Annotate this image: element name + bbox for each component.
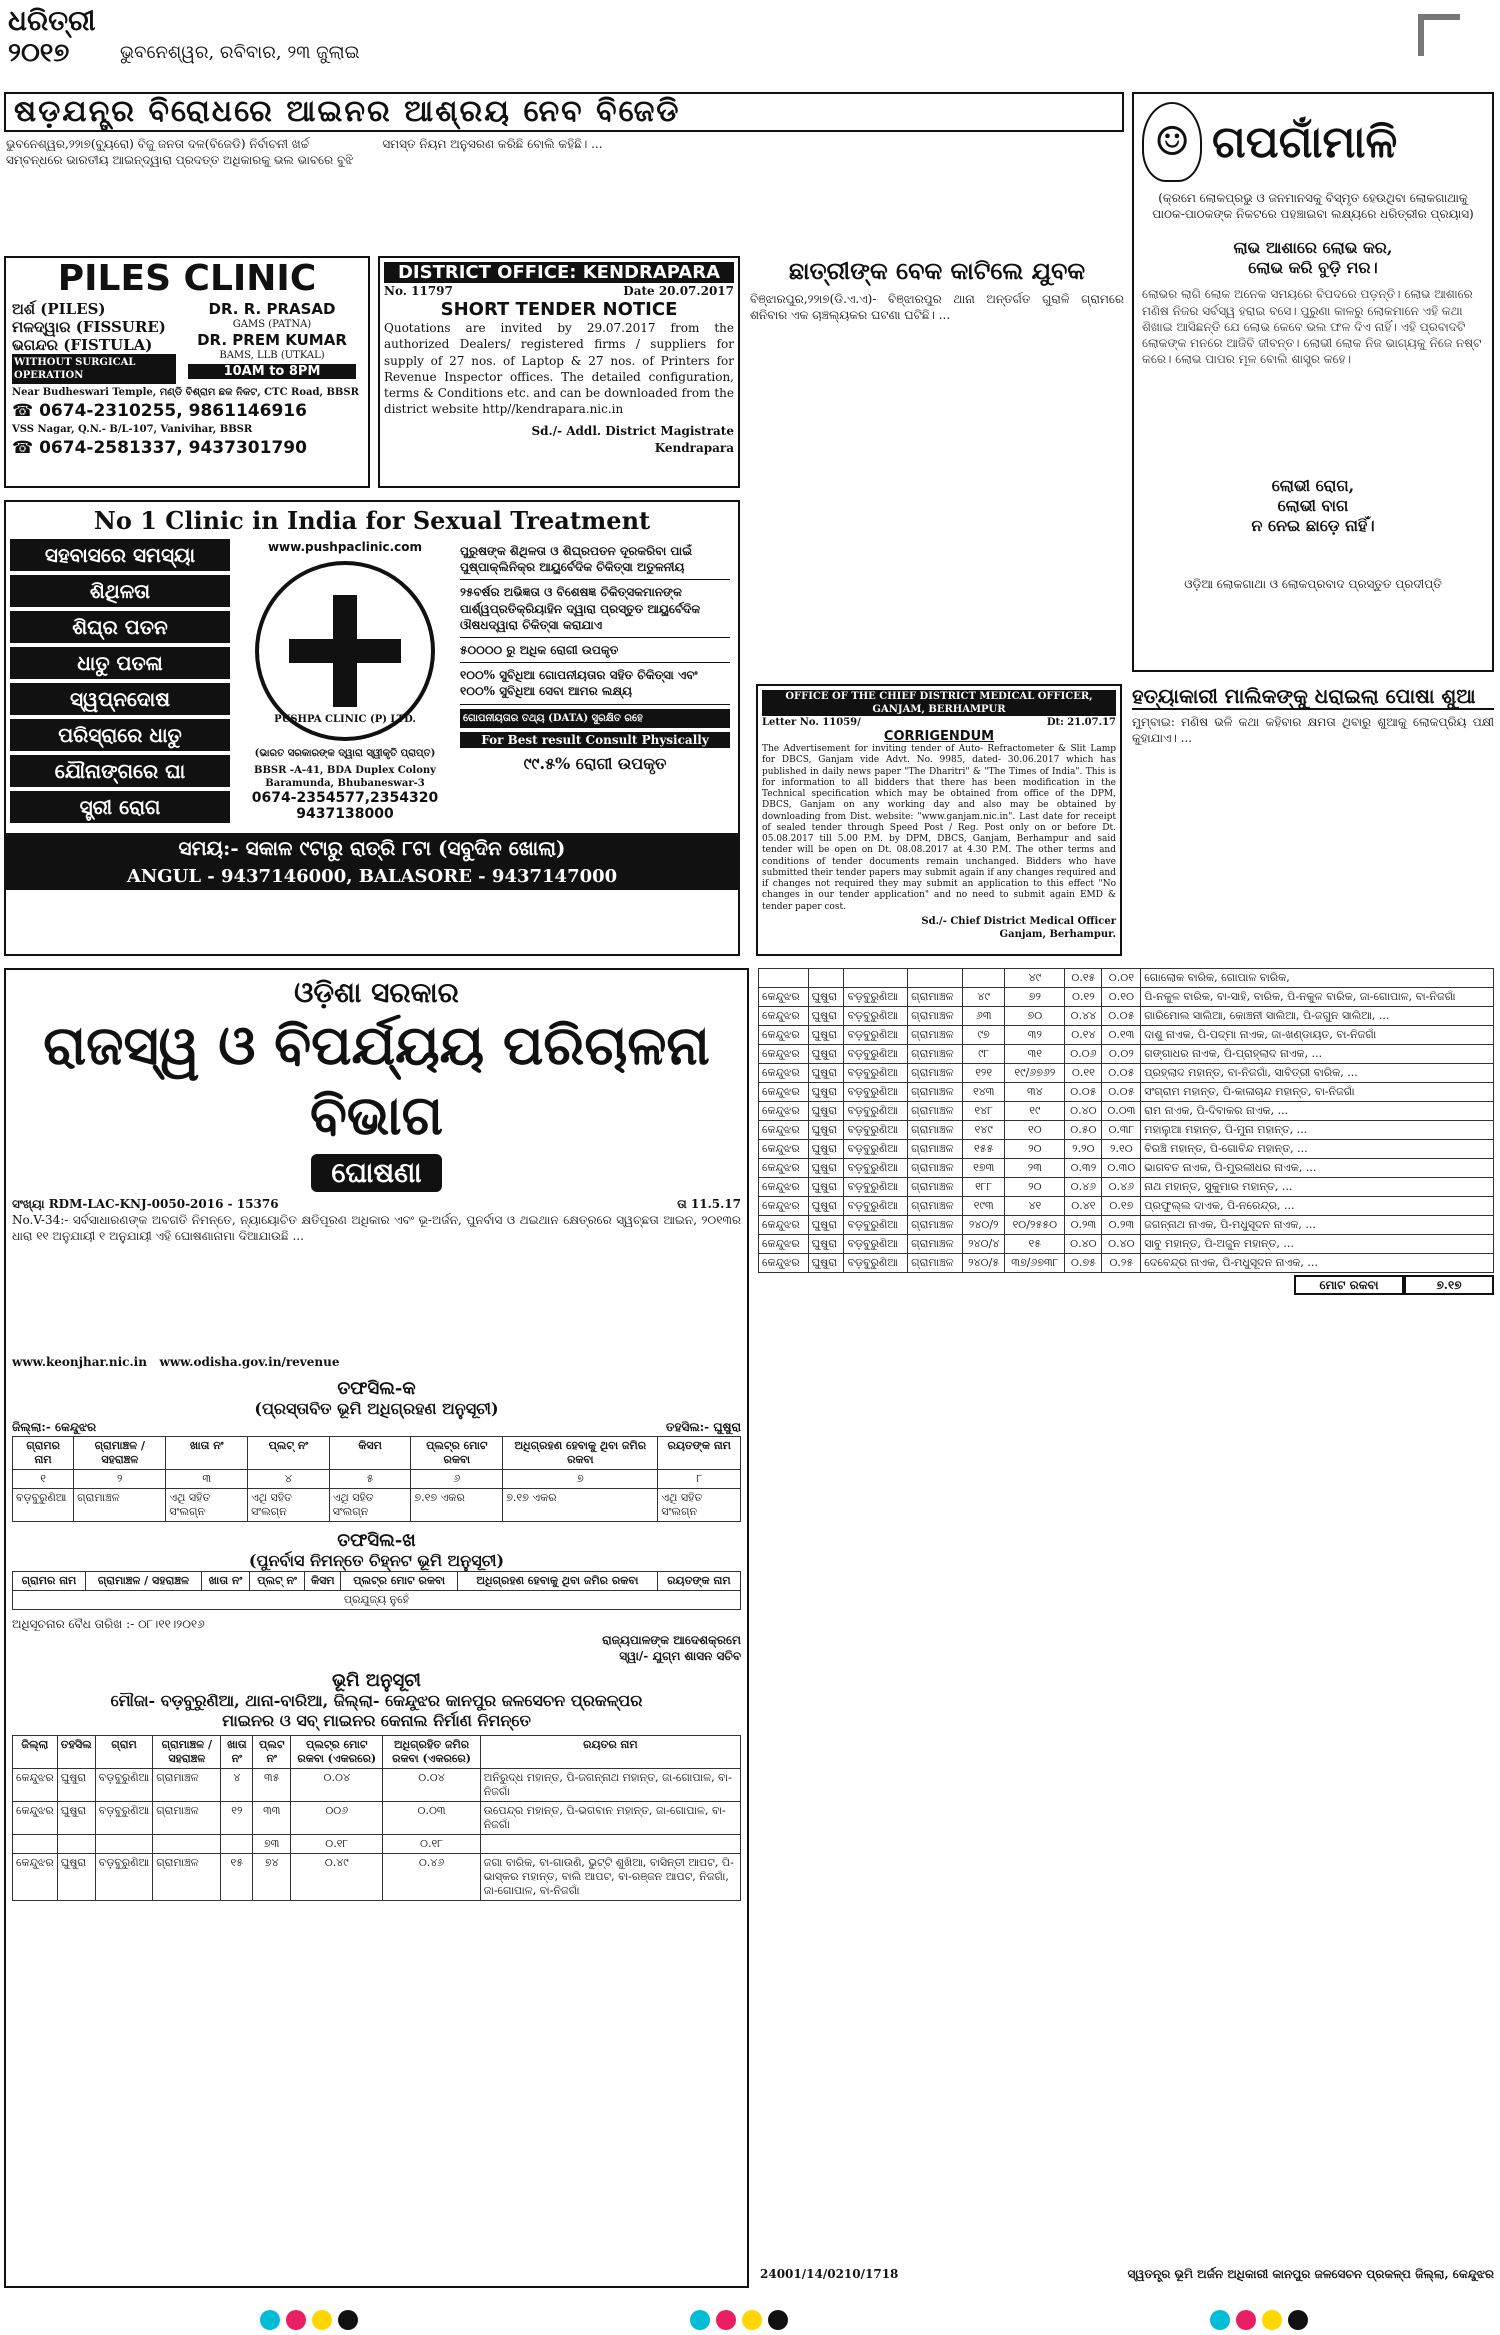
govt-notice [4, 968, 749, 2288]
tahasil-label: ତହସିଲ:- ଘୁଷୁରା [665, 1420, 741, 1435]
lead-body: ଭୁବନେଶ୍ୱର,୨୨ା୭(ବ୍ୟୁରୋ) ବିଜୁ ଜନତା ଦଳ(ବିଜେଡି) ନିର୍ବାଚନୀ ଖର୍ଚ୍ଚ ସମ୍ବନ୍ଧରେ ଭାରତୀୟ ଆଇନ୍‌ଦ୍ୱାରା ପ୍ରଦତ୍ତ ଅଧିକାରକୁ ଭଲ ଭାବରେ ବୁଝି ସମସ୍ତ ନିୟମ ଅନୁସରଣ କରିଛି ବୋଲି କହିଛି। ... [6, 137, 603, 168]
pushpa-mobile: 9437138000 [296, 806, 394, 823]
gapamala-verse3: ଲୋଭୀ ରୋଗ, [1271, 476, 1355, 496]
problem-item: ଶିଥିଳତା [10, 575, 230, 607]
logo-text: ଧରିତ୍ରୀ [8, 4, 96, 37]
problem-item: ପରିସ୍ରାରେ ଧାତୁ [10, 719, 230, 751]
doctor-1: DR. R. PRASAD [208, 300, 336, 318]
total-label: ମୋଟ ରକବା [1294, 1275, 1404, 1295]
lead-headline: ଷଡ଼ଯନ୍ତ୍ର ବିରୋଧରେ ଆଇନର ଆଶ୍ରୟ ନେବ ବିଜେଡି [4, 92, 1124, 132]
district-header: DISTRICT OFFICE: KENDRAPARA [384, 262, 734, 283]
print-registration-marks [1210, 2310, 1314, 2334]
pushpa-feature: ୫୦୦୦୦ ରୁ ଅଧିକ ରୋଗୀ ଉପକୃତ [460, 638, 730, 663]
table-row: କେନ୍ଦୁଝର ଘୁଷୁରା ବଡ଼ବୁରୁଣିଆ ଗ୍ରାମାଞ୍ଚଳ ୧୫ ୭୪ ୦.୪୯ ୦.୪୬ ଜଗା ବାରିକ, ବା-ଗାଉଣି, ଭୁଟ୍ଟି ଶୁଖିଆ, ବାସିନ୍ତୀ ଆପଟ, ପି-ଭାସ୍କର ମହାନ୍ତ, ବାଲି ଆପଟ, ବା-ରଞ୍ଜନ ଆପଟ, ନିଜଗାଁ, ଜା-ଗୋପାଳ, ବା-ନିଜଗାଁ [13, 1854, 741, 1901]
pushpa-website: www.pushpaclinic.com [267, 540, 423, 554]
table-row: କେନ୍ଦୁଝର ଘୁଷୁରା ବଡ଼ବୁରୁଣିଆ ଗ୍ରାମାଞ୍ଚଳ ୧୯୩ ୪୧ ୦.୪୧ ୦.୧୭ ପ୍ରଫୁଲ୍ଲ ଦାଏକ, ପି-ନରେନ୍ଦ୍ର, ... [759, 1197, 1494, 1216]
print-registration-marks [260, 2310, 364, 2334]
pushpa-headline: No 1 Clinic in India for Sexual Treatment [93, 506, 651, 535]
pushpa-feature: ୧୦୦% ସୁବିଧିଆ ଗୋପନୀୟତାର ସହିତ ଚିକିତ୍ସା ଏବଂ ୧୦୦% ସୁବିଧିଆ ସେବା ଆମର ଲକ୍ଷ୍ୟ [460, 663, 730, 704]
pushpa-feature: ୨୫ବର୍ଷର ଅଭିଜ୍ଞତା ଓ ବିଶେଷଜ୍ଞ ଚିକିତ୍ସକମାନଙ୍କ ପାର୍ଶ୍ୱପ୍ରତିକ୍ରିୟାହିନ ଦ୍ୱାରା ପ୍ରସ୍ତୁତ ଆୟୁର୍ବେଦିକ ଔଷଧଦ୍ୱାରା ଚିକିତ୍ସା କରାଯାଏ [460, 580, 730, 638]
gapamala-intro: (କ୍ରମେ ଲୋକପ୍ରଭୁ ଓ ଜନମାନସକୁ ବିସ୍ମୃତ ହେଉଥିବା ଲୋକଗାଥାକୁ ପାଠକ-ପାଠକଙ୍କ ନିକଟରେ ପହଞ୍ଚାଇବା ଲକ୍ଷ୍ୟରେ ଧରିତ୍ରୀର ପ୍ରୟାସ) [1152, 191, 1474, 222]
table-row: କେନ୍ଦୁଝର ଘୁଷୁରା ବଡ଼ବୁରୁଣିଆ ଗ୍ରାମାଞ୍ଚଳ ୧୪୩ ୩୪ ୦.୦୫ ୦.୦୫ ସଂଗ୍ରାମ ମହାନ୍ତ, ପି-କାଳାଚାନ୍ଦ ମହାନ୍ତ, ବା-ନିଜଗାଁ [759, 1083, 1494, 1102]
seal-text: PUSHPA CLINIC (P) LTD. [274, 714, 416, 726]
pushpa-feature: ୯୯.୫% ରୋଗୀ ଉପକୃତ [523, 753, 667, 773]
parrot-body: ମୁମ୍ବାଇ: ମଣିଷ ଭଳି କଥା କହିବାର କ୍ଷମତା ଥିବାରୁ ଶୁଆକୁ ଲୋକପ୍ରିୟ ପକ୍ଷୀ କୁହାଯାଏ। ... [1132, 715, 1494, 746]
minor-line: ମାଇନର ଓ ସବ୍ ମାଇନର କେନାଲ ନିର୍ମାଣ ନିମନ୍ତେ [222, 1711, 531, 1731]
piles-item: ଭଗନ୍ଦର (FISTULA) [12, 336, 153, 354]
sched-a-title: ତଫସିଲ-କ [337, 1378, 416, 1400]
govt-state: ଓଡ଼ିଶା ସରକାର [294, 976, 459, 1009]
year-text: ୨୦୧୭ [8, 38, 70, 68]
table-row: କେନ୍ଦୁଝର ଘୁଷୁରା ବଡ଼ବୁରୁଣିଆ ଗ୍ରାମାଞ୍ଚଳ ୨୪୦/୨ ୧୦/୨୫୫୦ ୦.୨୩ ୦.୨୩ ଜଗନ୍ନାଥ ନାଏକ, ପି-ମଧୁସୂଦନ ନାଏକ, ... [759, 1216, 1494, 1235]
problem-item: ସ୍ତ୍ରୀ ରୋଗ [10, 791, 230, 823]
pushpa-feature: ଗୋପନୀୟତାର ତଥ୍ୟ (DATA) ସୁରକ୍ଷିତ ରହେ [460, 709, 730, 728]
piles-address-1: Near Budheswari Temple, ମଣ୍ଡି ବିଶ୍ରାମ ଛକ ନିକଟ, CTC Road, BBSR [12, 387, 359, 398]
table-row: ୭୩ ୦.୧୮ ୦.୧୮ [13, 1835, 741, 1854]
piles-title: PILES CLINIC [57, 258, 317, 299]
pushpa-timing: ସମୟ:- ସକାଳ ୯ଟାରୁ ରାତ୍ରି ୮ଟା (ସବୁଦିନ ଖୋଲା) [6, 833, 738, 863]
gapamala-verse1: ଲାଭ ଆଶାରେ ଲୋଭ କର, [1233, 238, 1393, 258]
cdmo-date: Dt: 21.07.17 [1046, 717, 1116, 728]
problem-item: ଶିଘ୍ର ପତନ [10, 611, 230, 643]
sched-b-title: ତଫସିଲ-ଖ [337, 1529, 416, 1551]
sched-a-sub: (ପ୍ରସ୍ତାବିତ ଭୂମି ଅଧିଗ୍ରହଣ ଅନୁସୂଚୀ) [254, 1399, 499, 1419]
govt-order: ରାଜ୍ୟପାଳଙ୍କ ଆଦେଶକ୍ରମେ [602, 1632, 741, 1647]
masthead-logo [8, 4, 108, 74]
govt-web2: www.odisha.gov.in/revenue [159, 1355, 340, 1370]
land-title: ଭୂମି ଅନୁସୂଚୀ [332, 1670, 421, 1692]
problem-item: ସହବାସରେ ସମସ୍ୟା [10, 539, 230, 571]
table-row: କେନ୍ଦୁଝର ଘୁଷୁରା ବଡ଼ବୁରୁଣିଆ ଗ୍ରାମାଞ୍ଚଳ ୪୯ ୭୨ ୦.୧୨ ୦.୧୦ ପି-ନକୁଳ ବାରିକ, ବା-ସାହି, ବାରିକ, ପି-ନକୁଳ ବାରିକ, ଜା-ଗୋପାଳ, ବା-ନିଜଗାଁ [759, 988, 1494, 1007]
pushpa-govt: (ଭାରତ ସରକାରଙ୍କ ଦ୍ୱାରା ସ୍ୱୀକୃତି ପ୍ରାପ୍ତ) [254, 748, 436, 760]
piles-item: ଅର୍ଶ (PILES) [12, 300, 106, 318]
print-registration-marks [690, 2310, 794, 2334]
govt-ref: ସଂଖ୍ୟା RDM-LAC-KNJ-0050-2016 - 15376 [12, 1197, 279, 1211]
govt-web1: www.keonjhar.nic.in [12, 1355, 147, 1370]
govt-dept: ରାଜସ୍ୱ ଓ ବିପର୍ଯ୍ୟୟ ପରିଚାଳନା ବିଭାଗ [43, 1013, 710, 1147]
sched-b-nil: ପ୍ରଯୁଜ୍ୟ ନୁହେଁ [13, 1590, 741, 1609]
pushpa-phone: 0674-2354577,2354320 [251, 790, 439, 807]
table-row: କେନ୍ଦୁଝର ଘୁଷୁରା ବଡ଼ବୁରୁଣିଆ ଗ୍ରାମାଞ୍ଚଳ ୯୭ ୩୨ ୦.୧୪ ୦.୧୩ ଦାଶୁ ନାଏକ, ପି-ପଦ୍ମା ନାଏକ, ଜା-ଖଣ୍ଡାୟତ, ବା-ନିଜଗାଁ [759, 1026, 1494, 1045]
govt-order2: ସ୍ୱା/- ଯୁଗ୍ମ ଶାସନ ସଚିବ [619, 1648, 741, 1663]
pushpa-feature: For Best result Consult Physically [460, 732, 730, 748]
chhatri-headline: ଛାତ୍ରୀଙ୍କ ବେକ କାଟିଲେ ଯୁବକ [788, 256, 1086, 285]
problem-item: ଧାତୁ ପତଳା [10, 647, 230, 679]
table-row: କେନ୍ଦୁଝର ଘୁଷୁରା ବଡ଼ବୁରୁଣିଆ ଗ୍ରାମାଞ୍ଚଳ ୯୮ ୩୧ ୦.୦୬ ୦.୦୨ ଗଙ୍ଗାଧର ନାଏକ, ପି-ପ୍ରାହ୍ଲାଦ ନାଏକ, ... [759, 1045, 1494, 1064]
district-sign1: Sd./- Addl. District Magistrate [531, 424, 734, 439]
pushpa-clinic-ad [4, 500, 740, 956]
problem-item: ସ୍ୱପ୍ନଦୋଷ [10, 683, 230, 715]
cdmo-sign1: Sd./- Chief District Medical Officer [921, 915, 1116, 927]
schedule-b-table: ଗ୍ରାମର ନାମ ଗ୍ରାମାଞ୍ଚଳ / ସହରାଞ୍ଚଳ ଖାତା ନଂ ପ୍ଲଟ୍ ନଂ କିସମ ପ୍ଲଟ୍‌ର ମୋଟ ରକବା ଅଧିଗ୍ରହଣ ହେବାକୁ ଥିବା ଜମିର ରକବା ରୟତଙ୍କ ନାମ ପ୍ରଯୁଜ୍ୟ ନୁହେଁ [12, 1571, 741, 1610]
sched-b-sub: (ପୁନର୍ବାସ ନିମନ୍ତେ ଚିହ୍ନଟ ଭୂମି ଅନୁସୂଚୀ) [248, 1550, 505, 1570]
district-tender-ad [378, 256, 740, 488]
doctor-1-qual: GAMS (PATNA) [232, 319, 312, 330]
table-row: କେନ୍ଦୁଝର ଘୁଷୁରା ବଡ଼ବୁରୁଣିଆ ଗ୍ରାମାଞ୍ଚଳ ୧୫୫ ୨୦ ୨.୨୦ ୨.୧୦ ବିରଞ୍ଚି ମହାନ୍ତ, ପି-ଗୋବିନ୍ଦ ମହାନ୍ତ, ... [759, 1140, 1494, 1159]
total-value: ୭.୧୭ [1404, 1275, 1494, 1295]
piles-clinic-ad [4, 256, 370, 488]
cdmo-body: The Advertisement for inviting tender of Auto- Refractometer & Slit Lamp for DBCS, Ganjam vide Advt. No. 9985, dated- 30.06.2017 which has published in daily news paper "The Dharitri" & "The Times of India". This is for information to all bidders that there has been modification in the Technical specification which may be obtained from office of the DPM, DBCS, Ganjam on any working day and also may be obtained by downloading from Dist. website: "www.ganjam.nic.in". Last date for receipt of sealed tender through Speed Post / Reg. Post only on or before Dt. 05.08.2017 till 5.00 P.M. by DPM, DBCS, Ganjam, Berhampur and said tender will be open on Dt. 08.08.2017 at 4.30 P.M. The other terms and conditions of tender documents remain unchanged. Bidders who have submitted their tender papers may submit again if any changes required and if changes not required they may submit an application to this effect "No changes in our tender application" and no need to submit again EMD & tender paper cost. [762, 744, 1116, 912]
table-row: କେନ୍ଦୁଝର ଘୁଷୁରା ବଡ଼ବୁରୁଣିଆ ଗ୍ରାମାଞ୍ଚଳ ୧୮୮ ୨୦ ୦.୪୬ ୦.୪୬ ନାଥ ମହାନ୍ତ, ସୁକୁମାର ମହାନ୍ତ, ... [759, 1178, 1494, 1197]
chhatri-story [750, 256, 1124, 676]
face-icon: ☺ [1142, 102, 1202, 182]
doctor-2-qual: BAMS, LLB (UTKAL) [219, 350, 325, 361]
cdmo-sign2: Ganjam, Berhampur. [999, 928, 1116, 940]
gapamala-box: ☺ ଗପଗାଁମାଳି (କ୍ରମେ ଲୋକପ୍ରଭୁ ଓ ଜନମାନସକୁ ବିସ୍ମୃତ ହେଉଥିବା ଲୋକଗାଥାକୁ ପାଠକ-ପାଠକଙ୍କ ନିକଟରେ ପହଞ୍ଚାଇବା ଲକ୍ଷ୍ୟରେ ଧରିତ୍ରୀର ପ୍ରୟାସ) ଲାଭ ଆଶାରେ ଲୋଭ କର, ଲୋଭ କରି ବୁଡ଼ି ମର। ଲୋଭର ଲାଗି ଲୋକ ଅନେକ ସମୟରେ ବିପଦରେ ପଡ଼ନ୍ତି। ଲୋଭ ଆଶାରେ ମଣିଷ ନିଜର ସର୍ବସ୍ୱ ହରାଇ ବସେ। ପୁରୁଣା କାଳରୁ ଲୋକମାନେ ଏହି କଥା ଶିଖାଇ ଆସିଛନ୍ତି ଯେ ଲୋଭ କେବେ ଭଲ ଫଳ ଦିଏ ନାହିଁ। ଏହି ପ୍ରବାଦଟି ଲୋକଙ୍କ ମନରେ ଆଜିବି ଜୀବନ୍ତ। ଲୋଭୀ ଲୋକ ନିଜ ଭାଗ୍ୟକୁ ନିଜେ ନଷ୍ଟ କରେ। ଲୋଭ ପାପର ମୂଳ ବୋଲି ଶାସ୍ତ୍ର କହେ। ଲୋଭୀ ରୋଗ, ଲୋଭୀ ବାଗ ନ ନେଇ ଛାଡ଼େ ନାହିଁ। ଓଡ଼ିଆ ଲୋକଗାଥା ଓ ଲୋକପ୍ରବାଦ ପ୍ରସ୍ତୁତ ପ୍ରଦୀପ୍ତି [1132, 92, 1494, 672]
district-label: ଜିଲ୍ଲା:- କେନ୍ଦୁଝର [12, 1420, 97, 1435]
table-row: ବଡ଼ବୁରୁଣିଆ ଗ୍ରାମାଞ୍ଚଳ ଏଥି ସହିତ ସଂଲଗ୍ନ ଏଥି ସହିତ ସଂଲଗ୍ନ ଏଥି ସହିତ ସଂଲଗ୍ନ ୭.୧୭ ଏକର ୭.୧୭ ଏକର ଏଥି ସହିତ ସଂଲଗ୍ନ [13, 1488, 741, 1521]
footer-number: 24001/14/0210/1718 [760, 2267, 899, 2281]
piles-note: WITHOUT SURGICAL OPERATION [12, 354, 176, 384]
table-row: ୪୯ ୦.୧୫ ୦.୦୧ ଗୋଲୋକ ବାରିକ, ଗୋପାଳ ବାରିକ, [759, 969, 1494, 988]
piles-phone-1: ☎ 0674-2310255, 9861146916 [12, 401, 307, 421]
district-body: Quotations are invited by 29.07.2017 from the authorized Dealers/ registered firms / suppliers for supply of 27 nos. of Laptop & 27 nos. of Printers for Revenue Inspector offices. The detailed configuration, terms & Conditions etc. and can be downloaded from the district website http//kendrapara.nic.in [384, 321, 734, 417]
govt-refdate: ତା 11.5.17 [677, 1197, 741, 1211]
table-row: କେନ୍ଦୁଝର ଘୁଷୁରା ବଡ଼ବୁରୁଣିଆ ଗ୍ରାମାଞ୍ଚଳ ୪ ୩୫ ୦.୦୪ ୦.୦୪ ଅନିରୁଦ୍ଧ ମହାନ୍ତ, ପି-ଜଗନ୍ନାଥ ମହାନ୍ତ, ଜା-ଗୋପାଳ, ବା-ନିଜଗାଁ [13, 1769, 741, 1802]
land-table-continued [758, 968, 1494, 2288]
gapamala-credit: ଓଡ଼ିଆ ଲୋକଗାଥା ଓ ଲୋକପ୍ରବାଦ ପ୍ରସ୍ତୁତ ପ୍ରଦୀପ୍ତି [1184, 577, 1442, 592]
table-row: କେନ୍ଦୁଝର ଘୁଷୁରା ବଡ଼ବୁରୁଣିଆ ଗ୍ରାମାଞ୍ଚଳ ୧୪୯ ୧୦ ୦.୫୦ ୦.୩୮ ମହାଲୁଆ ମହାନ୍ତ, ପି-ମୁନା ମହାନ୍ତ, ... [759, 1121, 1494, 1140]
piles-phone-2: ☎ 0674-2581337, 9437301790 [12, 438, 307, 458]
parrot-headline: ହତ୍ୟାକାରୀ ମାଲିକଙ୍କୁ ଧରାଇଲା ପୋଷା ଶୁଆ [1132, 684, 1494, 710]
doctor-2: DR. PREM KUMAR [197, 331, 347, 349]
mouza-line: ମୌଜା- ବଡ଼ବୁରୁଣିଆ, ଥାନା-ବାରିଆ, ଜିଲ୍ଲା- କେନ୍ଦୁଝର କାନପୁର ଜଳସେଚନ ପ୍ରକଳ୍ପର [110, 1691, 643, 1711]
district-sign2: Kendrapara [654, 440, 734, 455]
notif-date: ଅଧିସୂଚନାର ବୈଧ ତାରିଖ :- ୦୮।୧୧।୨୦୧୬ [12, 1616, 205, 1631]
table-row: କେନ୍ଦୁଝର ଘୁଷୁରା ବଡ଼ବୁରୁଣିଆ ଗ୍ରାମାଞ୍ଚଳ ୧୨ ୩୩ ୦୦୬ ୦.୦୩ ଉପେନ୍ଦ୍ର ମହାନ୍ତ, ପି-ଭଗବାନ ମହାନ୍ତ, ଜା-ଗୋପାଳ, ବା-ନିଜଗାଁ [13, 1802, 741, 1835]
pushpa-seal [255, 561, 435, 741]
gapamala-verse4: ଲୋଭୀ ବାଗ [1277, 496, 1349, 516]
piles-item: ମଳଦ୍ୱାର (FISSURE) [12, 318, 166, 336]
gapamala-verse5: ନ ନେଇ ଛାଡ଼େ ନାହିଁ। [1251, 516, 1375, 536]
problem-item: ଯୌନାଙ୍ଗରେ ଘା [10, 755, 230, 787]
cdmo-title: CORRIGENDUM [883, 729, 995, 744]
cdmo-header: OFFICE OF THE CHIEF DISTRICT MEDICAL OFFICER, GANJAM, BERHAMPUR [762, 690, 1116, 716]
table-row: କେନ୍ଦୁଝର ଘୁଷୁରା ବଡ଼ବୁରୁଣିଆ ଗ୍ରାମାଞ୍ଚଳ ୧୨୧ ୧୯/୬୭୬୨ ୦.୧୧ ୦.୦୫ ପ୍ରହ୍ଲାଦ ମହାନ୍ତ, ବା-ନିଜଗାଁ, ସାବିତ୍ରୀ ବାରିକ, ... [759, 1064, 1494, 1083]
piles-timing: 10AM to 8PM [188, 364, 356, 379]
pushpa-address: BBSR -A-41, BDA Duplex Colony Baramunda, Bhubaneswar-3 [254, 765, 436, 790]
table-row: କେନ୍ଦୁଝର ଘୁଷୁରା ବଡ଼ବୁରୁଣିଆ ଗ୍ରାମାଞ୍ଚଳ ୨୪୦/୪ ୧୫ ୦.୪୦ ୦.୪୦ ସାବୁ ମହାନ୍ତ, ପି-ଅଜୁନ ମହାନ୍ତ, ... [759, 1235, 1494, 1254]
piles-address-2: VSS Nagar, Q.N.- B/L-107, Vanivihar, BBSR [12, 424, 253, 435]
dateline: ଭୁବନେଶ୍ୱର, ରବିବାର, ୨୩ ଜୁଲାଇ [120, 42, 360, 63]
gapamala-title: ଗପଗାଁମାଳି [1212, 116, 1398, 168]
govt-notice-title: ଘୋଷଣା [311, 1154, 441, 1192]
district-title: SHORT TENDER NOTICE [440, 299, 678, 321]
right-land-table [758, 968, 1494, 1273]
govt-body: No.V-34:- ସର୍ବସାଧାରଣଙ୍କ ଅବଗତି ନିମନ୍ତେ, ନ୍ୟାୟୋଚିତ କ୍ଷତିପୂରଣ ଅଧିକାର ଏବଂ ଭୂ-ଅର୍ଜନ, ପୁନର୍ବାସ ଓ ଥଇଥାନ କ୍ଷେତ୍ରରେ ସ୍ୱଚ୍ଛତା ଆଇନ, ୨୦୧୩ର ଧାରା ୧୧ ଅନୁଯାୟୀ ୧ ଅନୁଯାୟୀ ଏହି ଘୋଷଣାନାମା ଦିଆଯାଉଛି ... [12, 1213, 741, 1244]
district-date: Date 20.07.2017 [623, 284, 734, 298]
pushpa-feature: ପୁରୁଷଙ୍କ ଶିଥିଳତା ଓ ଶିଘ୍ରପତନ ଦୂରକରିବା ପାଇଁ ପୁଷ୍ପାକ୍ଲିନିକ୍ର ଆୟୁର୍ବେଦିକ ଚିକିତ୍ସା ଅତୁଳନୀୟ [460, 539, 730, 580]
parrot-story [1132, 684, 1494, 956]
schedule-a-table: ଗ୍ରାମର ନାମ ଗ୍ରାମାଞ୍ଚଳ / ସହରାଞ୍ଚଳ ଖାତା ନଂ ପ୍ଲଟ୍ ନଂ କିସମ ପ୍ଲଟ୍‌ର ମୋଟ ରକବା ଅଧିଗ୍ରହଣ ହେବାକୁ ଥିବା ଜମିର ରକବା ରୟତଙ୍କ ନାମ ୧ ୨ ୩ ୪ ୫ ୬ ୭ ୮ ବଡ଼ବୁରୁଣିଆ ଗ୍ରାମାଞ୍ଚଳ ଏଥି ସହିତ ସଂଲଗ୍ନ ଏଥି ସହିତ ସଂଲଗ୍ନ ଏଥି ସହିତ ସଂଲଗ୍ନ ୭.୧୭ ଏକର ୭.୧୭ ଏକର ଏଥି ସହିତ ସଂଲଗ୍ନ [12, 1436, 741, 1522]
corner-mark-icon [1418, 14, 1460, 56]
gapamala-verse2: ଲୋଭ କରି ବୁଡ଼ି ମର। [1248, 258, 1378, 278]
table-row: କେନ୍ଦୁଝର ଘୁଷୁରା ବଡ଼ବୁରୁଣିଆ ଗ୍ରାମାଞ୍ଚଳ ୧୭୩ ୨୩ ୦.୩୨ ୦.୩୦ ଭାଗବତ ନାଏକ, ପି-ମୁରଲୀଧର ନାଏକ, ... [759, 1159, 1494, 1178]
chhatri-body: ବିଞ୍ଝାରପୁର,୨୨ା୭(ଡି.ଏ.ଏ)- ବିଞ୍ଝାରପୁର ଥାନା ଅନ୍ତର୍ଗତ ଗୁରାଳି ଗ୍ରାମରେ ଶନିବାର ଏକ ଚାଞ୍ଚଲ୍ୟକର ଘଟଣା ଘଟିଛି। ... [750, 292, 1124, 323]
land-table: ଜିଲ୍ଲା ତହସିଲ ଗ୍ରାମ ଗ୍ରାମାଞ୍ଚଳ / ସହରାଞ୍ଚଳ ଖାତା ନଂ ପ୍ଲଟ ନଂ ପ୍ଲଟ୍‌ର ମୋଟ ରକବା (ଏକରରେ) ଅଧିଗ୍ରହିତ ଜମିର ରକବା (ଏକରରେ) ରୟତର ନାମ କେନ୍ଦୁଝର ଘୁଷୁରା ବଡ଼ବୁରୁଣିଆ ଗ୍ରାମାଞ୍ଚଳ ୪ ୩୫ ୦.୦୪ ୦.୦୪ ଅନିରୁଦ୍ଧ ମହାନ୍ତ, ପି-ଜଗନ୍ନାଥ ମହାନ୍ତ, ଜା-ଗୋପାଳ, ବା-ନିଜଗାଁ କେନ୍ଦୁଝର ଘୁଷୁରା ବଡ଼ବୁରୁଣିଆ ଗ୍ରାମାଞ୍ଚଳ ୧୨ ୩୩ ୦୦୬ ୦.୦୩ ଉପେନ୍ଦ୍ର ମହାନ୍ତ, ପି-ଭଗବାନ ମହାନ୍ତ, ଜା-ଗୋପାଳ, ବା-ନିଜଗାଁ ୭୩ ୦.୧୮ ୦.୧୮ କେନ୍ଦୁଝର ଘୁଷୁରା ବଡ଼ବୁରୁଣିଆ ଗ୍ରାମାଞ୍ଚଳ ୧୫ ୭୪ ୦.୪୯ ୦.୪୬ ଜଗା ବାରିକ, ବା-ଗାଉଣି, ଭୁଟ୍ଟି ଶୁଖିଆ, ବାସିନ୍ତୀ ଆପଟ, ପି-ଭାସ୍କର ମହାନ୍ତ, ବାଲି ଆପଟ, ବା-ରଞ୍ଜନ ଆପଟ, ନିଜଗାଁ, ଜା-ଗୋପାଳ, ବା-ନିଜଗାଁ [12, 1735, 741, 1901]
district-no: No. 11797 [384, 284, 453, 298]
table-row: କେନ୍ଦୁଝର ଘୁଷୁରା ବଡ଼ବୁରୁଣିଆ ଗ୍ରାମାଞ୍ଚଳ ୬୩ ୭୦ ୦.୪୪ ୦.୦୫ ଗାରିମୋଲ ସାଲିଆ, କୋଞ୍ଚନୀ ସାଲିଆ, ପି-ଜଗୁନ ସାଲିଆ, ... [759, 1007, 1494, 1026]
footer-signature: ସ୍ୱତନ୍ତ୍ର ଭୂମି ଅର୍ଜନ ଅଧିକାରୀ କାନପୁର ଜଳସେଚନ ପ୍ରକଳ୍ପ ଜିଲ୍ଲା, କେନ୍ଦୁଝର [1127, 2267, 1494, 2281]
table-row: କେନ୍ଦୁଝର ଘୁଷୁରା ବଡ଼ବୁରୁଣିଆ ଗ୍ରାମାଞ୍ଚଳ ୧୪୮ ୧୯ ୦.୪୦ ୦.୦୩ ରାମ ନାଏକ, ପି-ଦିବାକର ନାଏକ, ... [759, 1102, 1494, 1121]
cdmo-corrigendum [756, 684, 1122, 956]
cdmo-letter: Letter No. 11059/ [762, 717, 861, 728]
pushpa-branches: ANGUL - 9437146000, BALASORE - 9437147000 [6, 863, 738, 890]
table-row: କେନ୍ଦୁଝର ଘୁଷୁରା ବଡ଼ବୁରୁଣିଆ ଗ୍ରାମାଞ୍ଚଳ ୨୪୦/୫ ୩୭/୬୭୩୮ ୦.୭୫ ୦.୨୫ ଦେବେନ୍ଦ୍ର ନାଏକ, ପି-ମଧୁସୂଦନ ନାଏକ, ... [759, 1254, 1494, 1273]
